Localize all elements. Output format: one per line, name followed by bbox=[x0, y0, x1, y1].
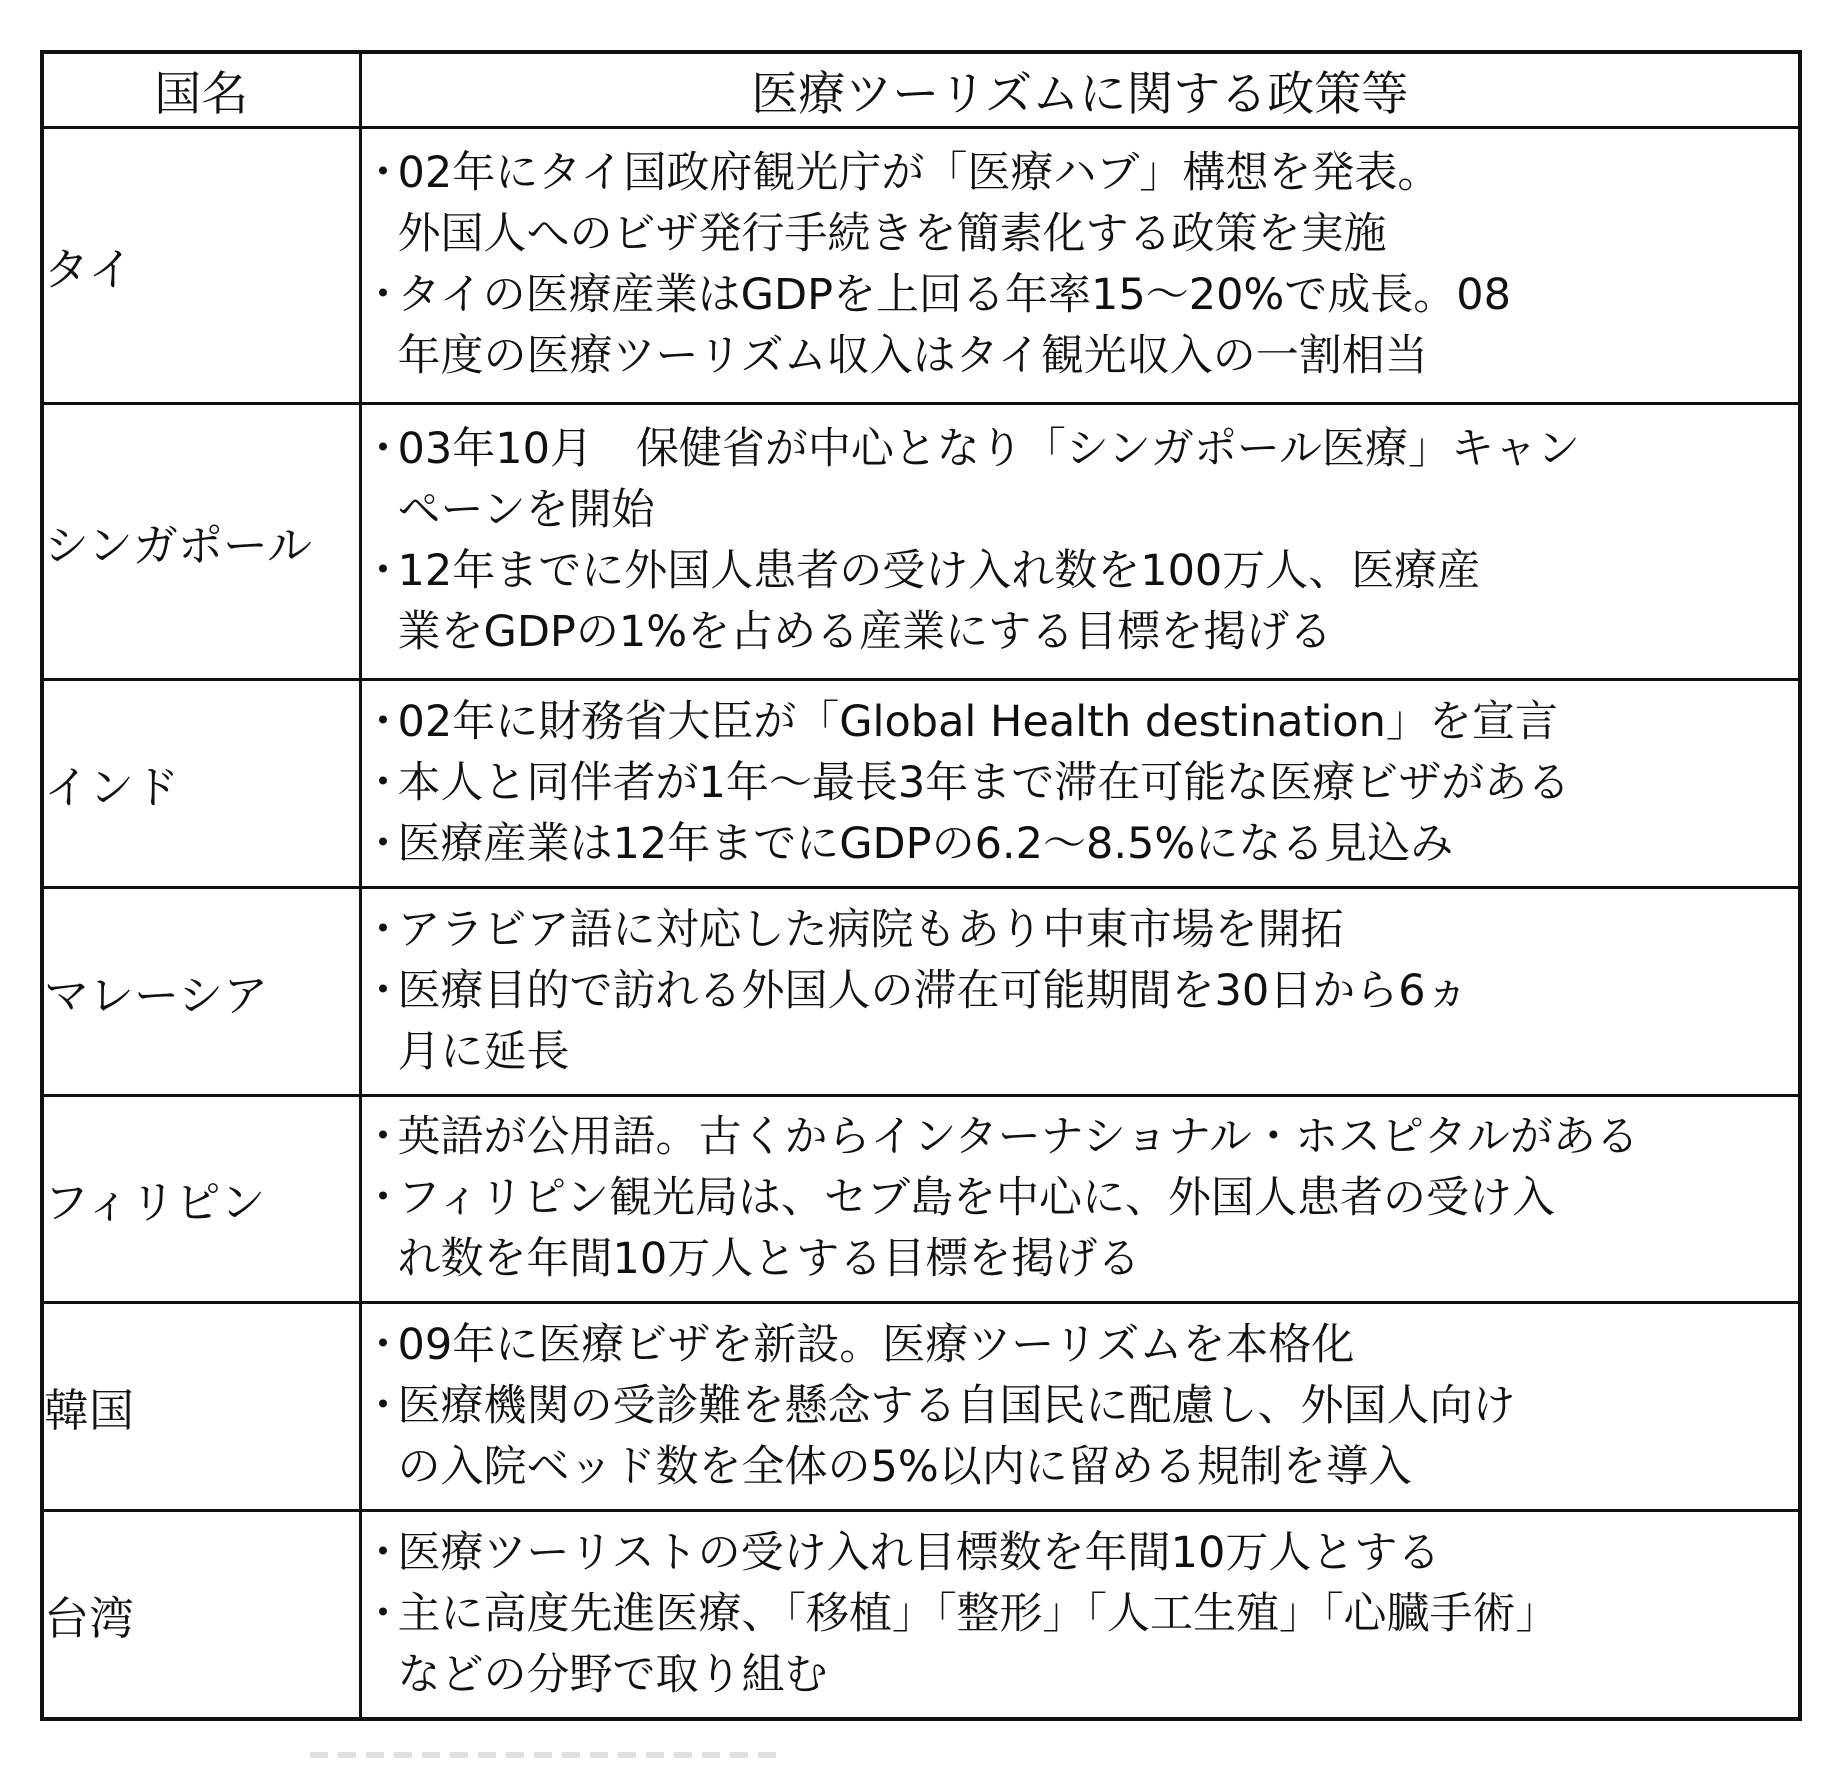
bullet-mark: ・ bbox=[361, 696, 405, 747]
policy-text-line: 医療機関の受診難を懸念する自国民に配慮し、外国人向け bbox=[397, 1381, 1516, 1432]
policy-text bbox=[398, 1107, 1799, 1168]
country-cell: シンガポール bbox=[42, 403, 360, 679]
policy-item bbox=[362, 1584, 1799, 1706]
policy-item bbox=[362, 1523, 1799, 1584]
policy-text-line: 月に延長 bbox=[397, 1026, 570, 1077]
policy-item bbox=[362, 265, 1799, 387]
policy-text-line: 医療産業は12年までにGDPの6.2～8.5%になる見込み bbox=[397, 818, 1454, 869]
policy-cell bbox=[360, 128, 1800, 404]
country-column-header: 国名 bbox=[42, 52, 360, 128]
bullet-mark: ・ bbox=[361, 424, 405, 475]
policy-text-line: 年度の医療ツーリズム収入はタイ観光収入の一割相当 bbox=[397, 331, 1428, 382]
policy-cell bbox=[360, 1303, 1800, 1511]
country-cell: インド bbox=[42, 679, 360, 887]
policy-text-line: 外国人へのビザ発行手続きを簡素化する政策を実施 bbox=[397, 209, 1387, 260]
table-row bbox=[42, 403, 1800, 679]
policy-text-line: フィリピン観光局は、セブ島を中心に、外国人患者の受け入 bbox=[397, 1173, 1556, 1224]
table-row bbox=[42, 679, 1800, 887]
country-cell: フィリピン bbox=[42, 1095, 360, 1303]
bullet-mark: ・ bbox=[361, 1528, 405, 1579]
policy-text-line: 02年に財務省大臣が「Global Health destination」を宣言 bbox=[397, 696, 1558, 747]
policy-text bbox=[398, 692, 1799, 753]
policy-item bbox=[362, 143, 1799, 265]
policy-text bbox=[398, 143, 1799, 265]
policy-item bbox=[362, 1168, 1799, 1290]
policy-text bbox=[398, 265, 1799, 387]
policy-text-line: ペーンを開始 bbox=[397, 485, 655, 536]
bullet-mark: ・ bbox=[361, 1381, 405, 1432]
policy-item bbox=[362, 1107, 1799, 1168]
policy-cell bbox=[360, 1095, 1800, 1303]
table-row bbox=[42, 1511, 1800, 1719]
table-row bbox=[42, 887, 1800, 1095]
policy-item bbox=[362, 961, 1799, 1083]
policy-text bbox=[398, 753, 1799, 814]
bullet-mark: ・ bbox=[361, 546, 405, 597]
bullet-mark: ・ bbox=[361, 270, 405, 321]
scan-artifact bbox=[310, 1752, 780, 1758]
bullet-mark: ・ bbox=[361, 1112, 405, 1163]
policy-item bbox=[362, 753, 1799, 814]
policy-text-line: の入院ベッド数を全体の5%以内に留める規制を導入 bbox=[397, 1442, 1412, 1493]
country-cell: 韓国 bbox=[42, 1303, 360, 1511]
bullet-mark: ・ bbox=[361, 1320, 405, 1371]
policy-item bbox=[362, 692, 1799, 753]
policy-text-line: 12年までに外国人患者の受け入れ数を100万人、医療産 bbox=[397, 546, 1481, 597]
policy-text-line: 業をGDPの1%を占める産業にする目標を掲げる bbox=[397, 607, 1333, 658]
country-cell: マレーシア bbox=[42, 887, 360, 1095]
bullet-mark: ・ bbox=[361, 818, 405, 869]
policy-text-line: 医療目的で訪れる外国人の滞在可能期間を30日から6ヵ bbox=[397, 965, 1469, 1016]
country-cell: 台湾 bbox=[42, 1511, 360, 1719]
policy-text bbox=[398, 1376, 1799, 1498]
policy-text bbox=[398, 814, 1799, 875]
policy-item bbox=[362, 419, 1799, 541]
policy-text-line: 本人と同伴者が1年～最長3年まで滞在可能な医療ビザがある bbox=[397, 757, 1571, 808]
bullet-mark: ・ bbox=[361, 904, 405, 955]
policy-cell bbox=[360, 403, 1800, 679]
policy-item bbox=[362, 541, 1799, 663]
table-header-row bbox=[42, 52, 1800, 128]
medical-tourism-policy-table bbox=[40, 50, 1802, 1721]
policy-cell bbox=[360, 1511, 1800, 1719]
policy-item bbox=[362, 1376, 1799, 1498]
table-row bbox=[42, 1095, 1800, 1303]
policy-text-line: 医療ツーリストの受け入れ目標数を年間10万人とする bbox=[397, 1528, 1441, 1579]
policy-text bbox=[398, 1315, 1799, 1376]
policy-text-line: タイの医療産業はGDPを上回る年率15～20%で成長。08 bbox=[397, 270, 1512, 321]
bullet-mark: ・ bbox=[361, 757, 405, 808]
policy-cell bbox=[360, 887, 1800, 1095]
policy-item bbox=[362, 1315, 1799, 1376]
policy-column-header: 医療ツーリズムに関する政策等 bbox=[360, 52, 1800, 128]
bullet-mark: ・ bbox=[361, 148, 405, 199]
policy-text bbox=[398, 419, 1799, 541]
bullet-mark: ・ bbox=[361, 965, 405, 1016]
policy-text-line: 09年に医療ビザを新設。医療ツーリズムを本格化 bbox=[397, 1320, 1355, 1371]
policy-text-line: 03年10月 保健省が中心となり「シンガポール医療」キャン bbox=[397, 424, 1580, 475]
policy-text-line: アラビア語に対応した病院もあり中東市場を開拓 bbox=[397, 904, 1344, 955]
policy-text bbox=[398, 1584, 1799, 1706]
table-row bbox=[42, 128, 1800, 404]
policy-text-line: れ数を年間10万人とする目標を掲げる bbox=[397, 1234, 1141, 1285]
bullet-mark: ・ bbox=[361, 1173, 405, 1224]
policy-text bbox=[398, 1523, 1799, 1584]
policy-text bbox=[398, 961, 1799, 1083]
policy-text-line: 英語が公用語。古くからインターナショナル・ホスピタルがある bbox=[397, 1112, 1639, 1163]
policy-text-line: 02年にタイ国政府観光庁が「医療ハブ」構想を発表。 bbox=[397, 148, 1441, 199]
table-row bbox=[42, 1303, 1800, 1511]
policy-text bbox=[398, 541, 1799, 663]
policy-item bbox=[362, 814, 1799, 875]
policy-text-line: 主に高度先進医療、「移植」「整形」「人工生殖」「心臓手術」 bbox=[397, 1589, 1559, 1640]
policy-text-line: などの分野で取り組む bbox=[397, 1650, 828, 1701]
policy-cell bbox=[360, 679, 1800, 887]
country-cell: タイ bbox=[42, 128, 360, 404]
table-body bbox=[42, 128, 1800, 1720]
policy-text bbox=[398, 1168, 1799, 1290]
policy-item bbox=[362, 900, 1799, 961]
bullet-mark: ・ bbox=[361, 1589, 405, 1640]
policy-text bbox=[398, 900, 1799, 961]
